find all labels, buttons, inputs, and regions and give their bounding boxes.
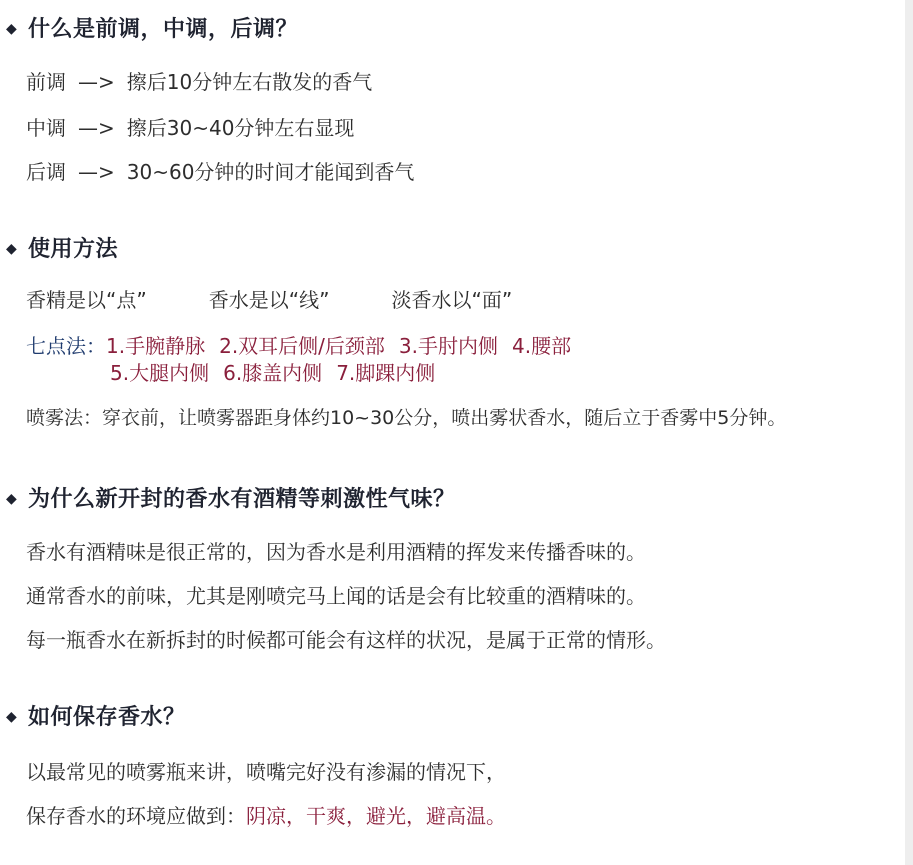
diamond-icon: ◆: [6, 491, 18, 507]
storage-line-2: [26, 800, 506, 829]
note-label: 中调: [26, 116, 66, 140]
section-title-text: 如何保存香水？: [28, 705, 186, 730]
storage-line-1: 以最常见的喷雾瓶来讲，喷嘴完好没有渗漏的情况下，: [26, 760, 506, 784]
note-label: 前调: [26, 70, 66, 94]
type-essence: 香精是以“点”: [26, 288, 147, 312]
point-item: 5.大腿内侧: [110, 361, 210, 385]
alcohol-line: 每一瓶香水在新拆封的时候都可能会有这样的状况，是属于正常的情形。: [26, 628, 666, 652]
section-title-notes: [6, 12, 298, 43]
note-text: 擦后10分钟左右散发的香气: [126, 70, 373, 94]
point-item: 6.膝盖内侧: [223, 361, 323, 385]
note-line-middle: [26, 112, 354, 141]
arrow: —>: [78, 116, 115, 140]
note-line-base: [26, 156, 414, 185]
point-item: 7.脚踝内侧: [336, 361, 436, 385]
arrow: —>: [78, 70, 115, 94]
alcohol-line: 香水有酒精味是很正常的，因为香水是利用酒精的挥发来传播香味的。: [26, 540, 646, 564]
section-title-text: 使用方法: [28, 237, 119, 262]
section-title-usage: [6, 232, 118, 263]
right-edge-shadow: [905, 0, 913, 865]
note-line-top: [26, 66, 372, 95]
section-title-storage: [6, 700, 186, 731]
note-label: 后调: [26, 160, 66, 184]
seven-points-row-1: [26, 330, 571, 359]
seven-points-row-2: [110, 357, 435, 386]
point-item: 2.双耳后侧/后颈部: [219, 334, 385, 358]
section-title-text: 什么是前调，中调，后调？: [28, 17, 299, 42]
storage-highlight: 阴凉，干爽，避光，避高温。: [246, 804, 506, 828]
note-text: 30~60分钟的时间才能闻到香气: [126, 160, 415, 184]
usage-types: [26, 284, 512, 313]
spray-method: 喷雾法：穿衣前，让喷雾器距身体约10~30公分，喷出雾状香水，随后立于香雾中5分钟。: [26, 407, 787, 429]
note-text: 擦后30~40分钟左右显现: [126, 116, 355, 140]
alcohol-line: 通常香水的前味，尤其是刚喷完马上闻的话是会有比较重的酒精味的。: [26, 584, 646, 608]
point-item: 1.手腕静脉: [106, 334, 206, 358]
arrow: —>: [78, 160, 115, 184]
storage-prefix: 保存香水的环境应做到：: [26, 804, 246, 828]
diamond-icon: ◆: [6, 241, 18, 257]
diamond-icon: ◆: [6, 709, 18, 725]
seven-points-label: 七点法：: [26, 334, 106, 358]
section-title-alcohol: [6, 482, 456, 513]
type-toilette: 淡香水以“面”: [391, 288, 513, 312]
point-item: 4.腰部: [512, 334, 572, 358]
type-perfume: 香水是以“线”: [208, 288, 330, 312]
point-item: 3.手肘内侧: [398, 334, 499, 358]
section-title-text: 为什么新开封的香水有酒精等刺激性气味？: [28, 487, 456, 512]
diamond-icon: ◆: [6, 21, 18, 37]
